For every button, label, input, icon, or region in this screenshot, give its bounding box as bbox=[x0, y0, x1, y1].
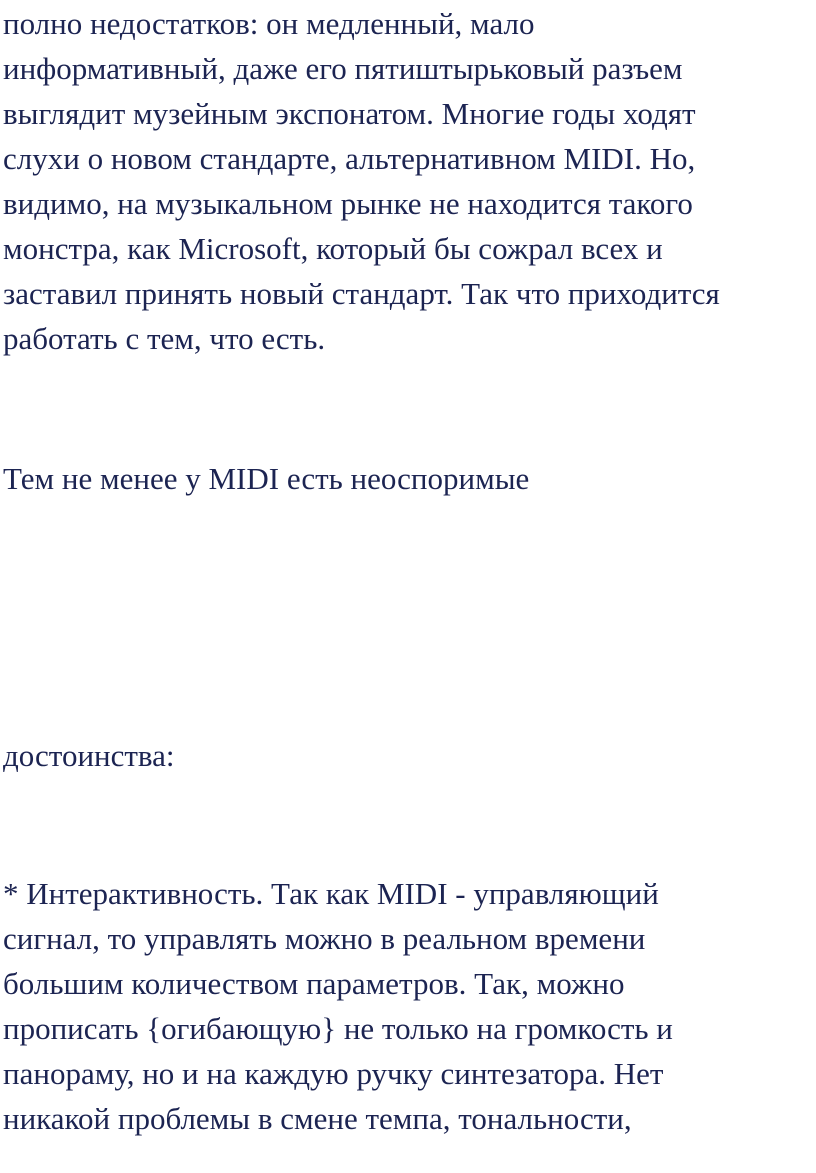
text-line: панораму, но и на каждую ручку синтезатора. Нет bbox=[3, 1056, 664, 1091]
text-line: информативный, даже его пятиштырьковый разъем bbox=[3, 51, 683, 86]
text-line: большим количеством параметров. Так, можно bbox=[3, 966, 625, 1001]
text-line: Тем не менее у MIDI есть неоспоримые bbox=[3, 461, 530, 496]
text-line: заставил принять новый стандарт. Так что приходится bbox=[3, 276, 720, 311]
text-line: сигнал, то управлять можно в реальном времени bbox=[3, 921, 646, 956]
text-line: выглядит музейным экспонатом. Многие годы ходят bbox=[3, 96, 696, 131]
text-line: никакой проблемы в смене темпа, тональности, bbox=[3, 1101, 632, 1136]
text-line: * Интерактивность. Так как MIDI - управляющий bbox=[3, 876, 659, 911]
text-line: достоинства: bbox=[3, 738, 175, 773]
text-line: работать с тем, что есть. bbox=[3, 321, 326, 356]
text-line: полно недостатков: он медленный, мало bbox=[3, 6, 535, 41]
text-line: видимо, на музыкальном рынке не находится такого bbox=[3, 186, 693, 221]
text-line: слухи о новом стандарте, альтернативном MIDI. Но, bbox=[3, 141, 696, 176]
text-line: монстра, как Microsoft, который бы сожрал всех и bbox=[3, 231, 663, 266]
text-line: прописать {огибающую} не только на громкость и bbox=[3, 1011, 673, 1046]
